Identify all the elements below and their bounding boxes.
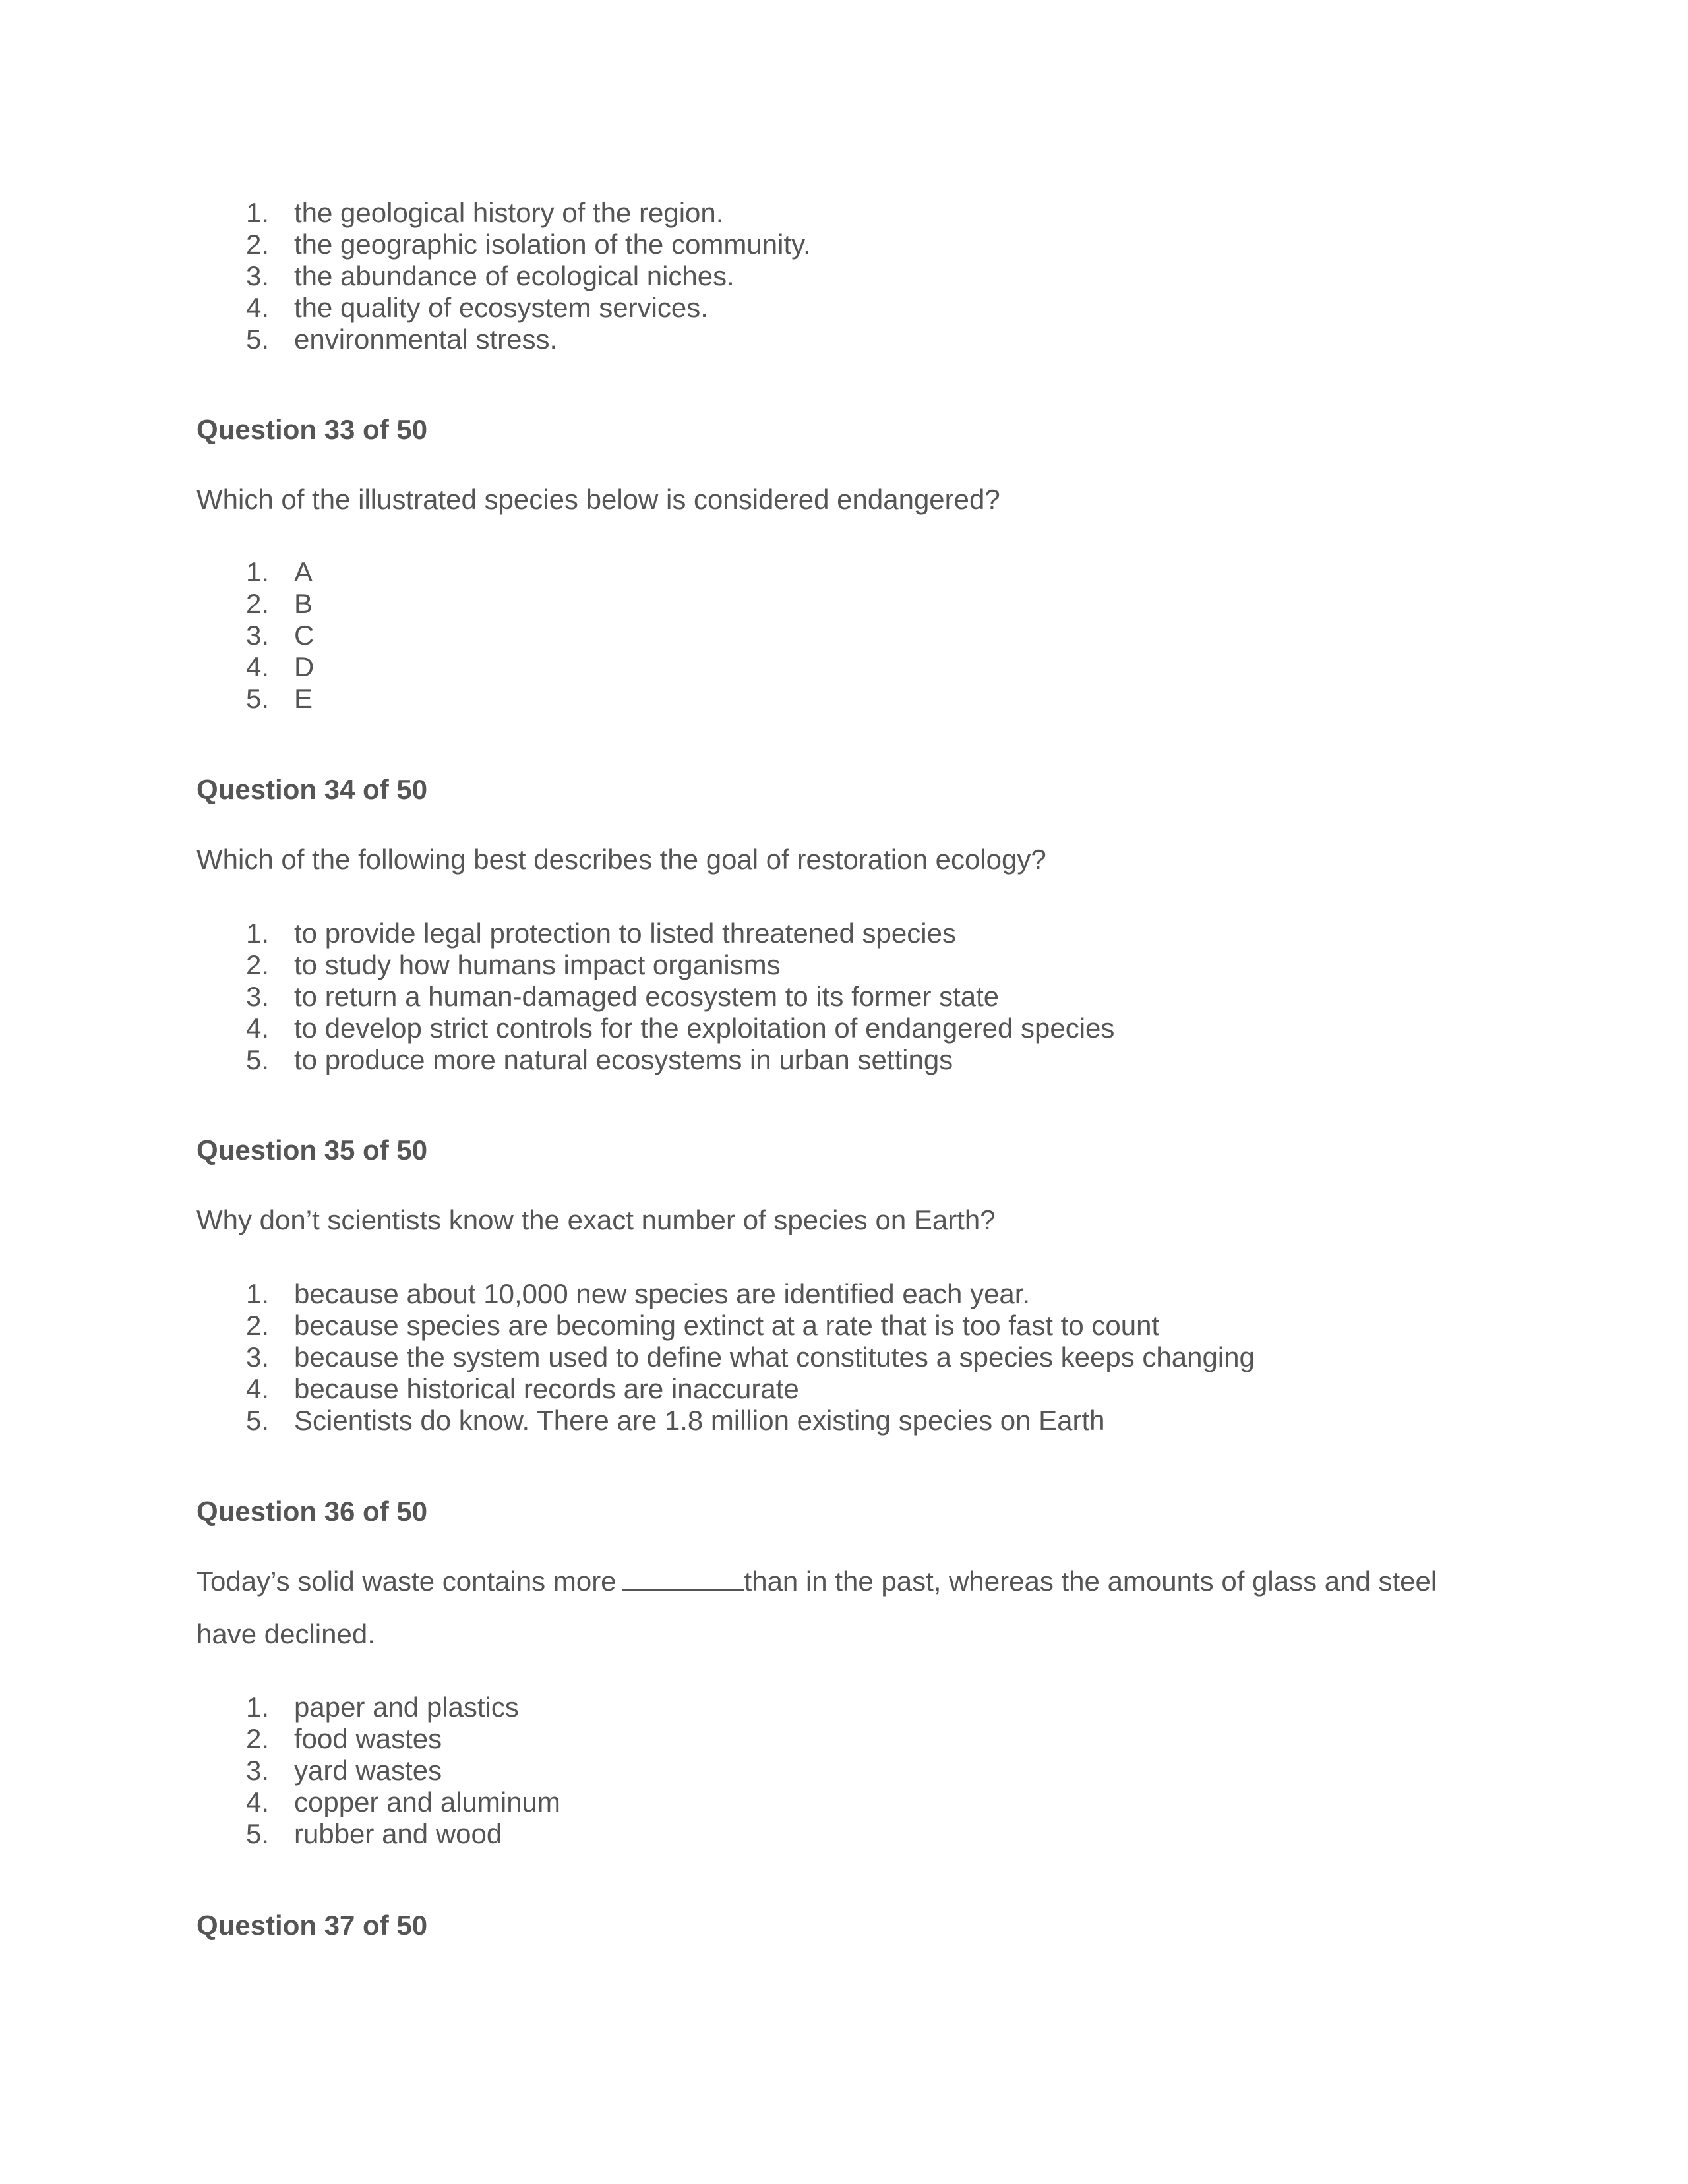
option-item: 1. A: [245, 556, 313, 587]
question-34-options: [196, 918, 1515, 1076]
fill-in-blank: [622, 1566, 744, 1591]
question-33: [196, 413, 1515, 446]
question-35-options: [196, 1278, 1515, 1436]
question-36: [196, 1495, 1515, 1528]
question-35-stem: [196, 1194, 1515, 1247]
option-item: 3. yard wastes: [245, 1755, 442, 1786]
option-list: [196, 918, 1515, 1076]
question-heading: Question 34 of 50: [196, 774, 428, 805]
option-item: 4. because historical records are inaccurate: [245, 1373, 799, 1404]
question-34-stem: [196, 833, 1515, 886]
question-36-stem: [196, 1555, 1515, 1661]
question-34: [196, 773, 1515, 806]
question-stem: Which of the illustrated species below is considered endangered?: [196, 484, 1000, 515]
question-stem: Which of the following best describes the goal of restoration ecology?: [196, 844, 1046, 875]
option-item: 1. the geological history of the region.: [245, 197, 724, 228]
option-item: 3. the abundance of ecological niches.: [245, 260, 735, 291]
option-item: 2. to study how humans impact organisms: [245, 949, 781, 980]
option-item: 1. because about 10,000 new species are identified each year.: [245, 1278, 1031, 1309]
question-35: [196, 1134, 1515, 1167]
option-item: 3. because the system used to define what constitutes a species keeps changing: [245, 1342, 1255, 1372]
option-item: 4. the quality of ecosystem services.: [245, 292, 708, 323]
option-item: 5. to produce more natural ecosystems in urban settings: [245, 1044, 953, 1075]
question-heading: Question 36 of 50: [196, 1496, 428, 1527]
option-item: 2. the geographic isolation of the community.: [245, 229, 811, 260]
option-item: 5. Scientists do know. There are 1.8 million existing species on Earth: [245, 1405, 1105, 1436]
option-list: [196, 197, 1515, 355]
option-list: [196, 556, 1515, 715]
option-item: 5. E: [245, 683, 313, 714]
prev-question-options: [196, 197, 1515, 355]
option-item: 3. to return a human-damaged ecosystem to its former state: [245, 981, 1000, 1012]
question-36-options: [196, 1692, 1515, 1850]
option-item: 2. because species are becoming extinct at a rate that is too fast to count: [245, 1310, 1160, 1341]
question-stem: Why don’t scientists know the exact number of species on Earth?: [196, 1204, 996, 1235]
question-stem: Today’s solid waste contains more than in the past, whereas the amounts of glass and steel have declined.: [196, 1566, 1437, 1649]
option-item: 2. B: [245, 588, 313, 619]
question-heading: Question 37 of 50: [196, 1910, 428, 1941]
option-list: [196, 1278, 1515, 1436]
question-heading: Question 35 of 50: [196, 1135, 428, 1166]
option-item: 3. C: [245, 620, 315, 651]
option-item: 4. copper and aluminum: [245, 1786, 560, 1817]
question-33-options: [196, 556, 1515, 715]
option-item: 4. D: [245, 651, 315, 682]
option-item: 1. paper and plastics: [245, 1692, 519, 1723]
question-heading: Question 33 of 50: [196, 414, 428, 445]
option-item: 4. to develop strict controls for the exploitation of endangered species: [245, 1013, 1115, 1044]
option-item: 1. to provide legal protection to listed threatened species: [245, 918, 956, 949]
question-33-stem: [196, 473, 1515, 526]
option-item: 2. food wastes: [245, 1723, 442, 1754]
option-item: 5. environmental stress.: [245, 324, 558, 355]
option-item: 5. rubber and wood: [245, 1818, 502, 1849]
option-list: [196, 1692, 1515, 1850]
question-37: [196, 1909, 1515, 1942]
